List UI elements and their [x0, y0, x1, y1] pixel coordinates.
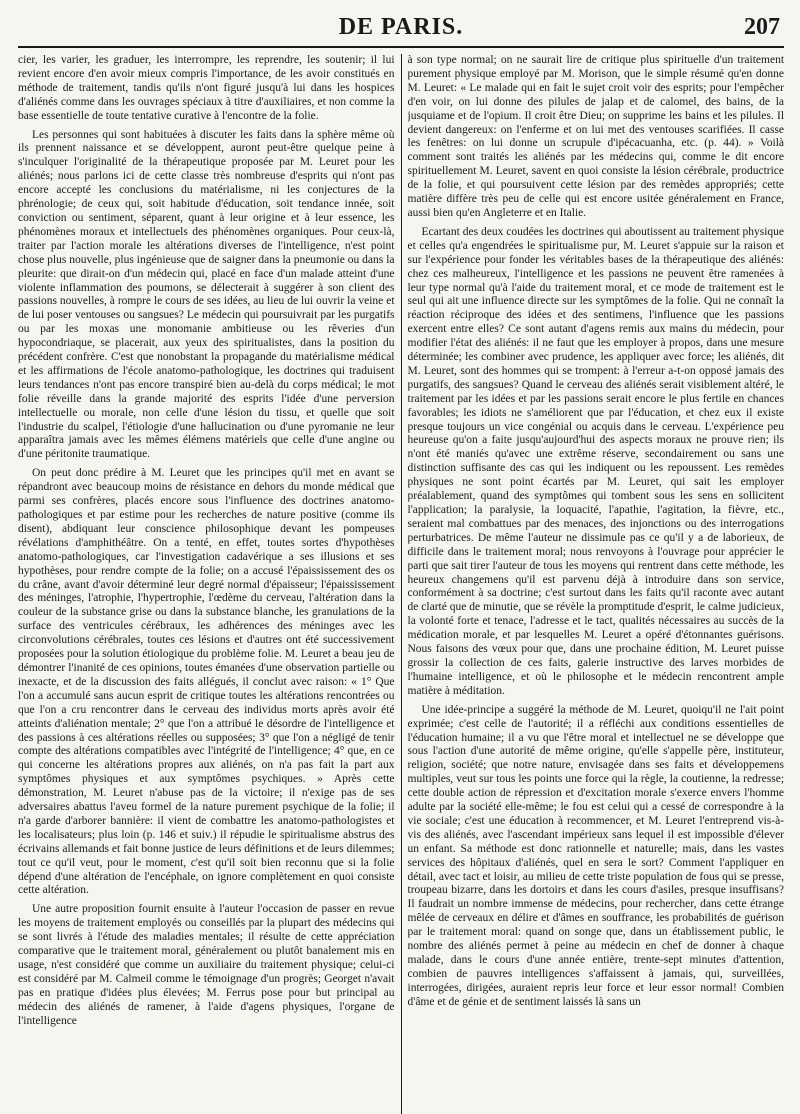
column-divider	[401, 54, 402, 1114]
paragraph: Ecartant des deux coudées les doctrines qui aboutissent au traitement physique et celles qu'a engendrées le spiritualisme pur, M. Leuret s'appuie sur la raison et sur l'expérience pour fonder les véritables bases de la thérapeutique des aliénés: chez ces malheureux, l'intelligence et les passions ne peuvent être ramenées à leur type normal qu'à l'aide du traitement moral, et ce mode de traitement est le seul qui ait une influence directe sur les symptômes de la folie. Qui ne connaît la réaction réciproque des idées et des sentimens, l'influence que les passions exercent entre elles? Ce sont autant d'agens remis aux mains du médecin, pour modifier l'état des aliénés: il ne faut que les employer à propos, dans une mesure déterminée; les combiner avec prudence, les appliquer avec force; les aliénés, dit M. Leuret, sont des hommes qui se trompent: à l'erreur a-t-on opposé jamais des purgatifs, des sangsues? Quand le cerveau des aliénés serait visiblement altéré, le traitement par les idées et par les passions serait encore le plus fertile en chances favorables; les idiots ne s'améliorent que par l'éducation, et chez eux il existe presque toujours un vice congénial ou acquis dans le cerveau. L'expérience peu heureuse qu'on a faite jusqu'aujourd'hui des aspects moraux ne prouve rien; ils n'ont été maniés qu'avec une extrême réserve, secondairement ou sans une distinction suffisante des cas qui les indiquent ou les repoussent. Les remèdes physiques ne sont point écartés par M. Leuret, qui sait les employer préalablement, quand des symptômes qui tombent sous les sens en sollicitent l'application; la paralysie, la loquacité, l'apathie, l'agitation, la fièvre, etc., seraient mal combattues par des menaces, des injonctions ou des interrogations perturbatrices. De même l'auteur ne dissimule pas ce qu'il y a de laborieux, de difficile dans le traitement moral; nous renvoyons à l'ouvrage pour apprécier le parti que sait tirer l'auteur de tous les moyens qui rentrent dans cette méthode, les heureux changemens qu'il est parvenu déjà à introduire dans son service, conformément à sa doctrine; c'est surtout dans les faits qu'il raconte avec autant de clarté que de minutie, que se révèle la promptitude d'esprit, le calme judicieux, la volonté forte et tenace, l'adresse et le tact, qualités nécessaires au succès de la médication morale, et par lesquelles M. Leuret a opéré d'étonnantes guérisons. Nous faisons des vœux pour que, dans une prochaine édition, M. Leuret puisse grossir la collection de ces faits, galerie instructive des larves morbides de l'humaine intelligence, et où le philosophe et le médecin rencontrent ample matière à méditation.	[407, 225, 785, 697]
running-title: DE PARIS.	[338, 14, 464, 40]
article-columns	[18, 54, 784, 1114]
paragraph: Une autre proposition fournit ensuite à l'auteur l'occasion de passer en revue les moyens de traitement employés ou conseillés par la plupart des médecins qui se sont livrés à l'étude des maladies mentales; il résulte de cette appréciation comparative que le traitement moral, généralement ou plutôt banalement mis en usage, n'est considéré que comme un auxiliaire du traitement physique; celui-ci est considéré par M. Calmeil comme le témoignage d'un progrès; Georget n'avait pas en pratique d'idées plus élevées; M. Ferrus pose pour but principal au médecin des aliénés de ramener, à l'aide d'agens physiques, l'organe de l'intelligence	[18, 903, 395, 1027]
paragraph: Une idée-principe a suggéré la méthode de M. Leuret, quoiqu'il ne l'ait point exprimée; c'est celle de l'autorité; il a réfléchi aux conditions essentielles de l'éducation humaine; il a vu que l'être moral et intellectuel ne se développe que sous l'action d'une autorité de même origine, qu'elle s'appelle père, instituteur, religion, société; que notre nature, envisagée dans ses faits et développemens multiples, veut sur tous les points une force qui la règle, la coutienne, la redresse; cette double action de répression et d'excitation morale s'exerce envers l'homme adulte par la société elle-même; le fou est celui qui a cessé de correspondre à la vie sociale; c'est une éducation à recommencer, et M. Leuret l'entreprend vis-à-vis des aliénés, avec l'ascendant impérieux sans lequel il est impossible d'élever un enfant. Sa méthode est donc rationnelle et naturelle; mais, dans les vastes services des hôpitaux d'aliénés, quel en sera le sort? Comment l'appliquer en détail, avec tact et loisir, au milieu de cette triste population de fous qui se presse, troupeau bizarre, dans les dortoirs et dans les cours d'asiles, presque insuffisans? Il faudrait un nombre immense de médecins, pour rechercher, dans cette étrange mêlée de cerveaux en délire et d'âmes en souffrance, les probabilités de guérison par le traitement moral: quand on songe que, dans un établissement public, le nombre des aliénés permet à peine au médecin en chef de donner à chaque malade, dans le cours d'une année entière, trente-sept minutes d'attention, combien de pauvres intelligences s'affaissent à jamais, qui, surveillées, interrogées, dirigées, auraient repris leur force et leur essor normal! Combien d'âme et de génie et de sentiment laissés là sans un	[407, 703, 785, 1008]
page-number: 207	[744, 14, 780, 40]
paragraph: Les personnes qui sont habituées à discuter les faits dans la sphère même où ils prennent naissance et se développent, auront peut-être quelque peine à s'inculquer l'originalité de la thérapeutique proposée par M. Leuret pour les aliénés; nous parlons ici de cette classe très nombreuse d'esprits qui n'ont pas encore accepté les conclusions du matérialisme, ni les conjectures de la phrénologie; de ceux qui, soit habitude d'éducation, soit tendance innée, soit conviction ou sentiment, séparent, quant à leur origine et à leur essence, les phénomènes moraux et intellectuels des phénomènes organiques. Pour ceux-là, traiter par l'action morale les altérations diverses de l'intelligence, n'est point chose plus nouvelle, plus ingénieuse que de saigner dans la pneumonie ou dans la pleurite: que dirait-on d'un médecin qui, placé en face d'un malade atteint d'une violente inflammation des poumons, se délecterait à suggérer à son client des passions nouvelles, à rompre le cours de ses idées, au lieu de lui ouvrir la veine et de lui poser ventouses ou sangsues? Le médecin qui poursuivrait par les purgatifs ou par les moxas une monomanie ambitieuse ou les rêveries d'un hypocondriaque, se placerait, aux yeux des spiritualistes, dans la position du précédent confrère. C'est que nonobstant la propagande du matérialisme médical et les affirmations de l'école anatomo-pathologique, les doctrines qui traduisent leurs tendances n'ont pas encore transpiré bien au-delà du corps médical; le mot folie réveille dans la grande majorité des esprits l'idée d'une perversion intellectuelle ou morale, non celle d'une lésion du tissu, et quelle que soit l'industrie du scalpel, l'étiologie d'une hallucination ou d'une pyromanie ne leur apparaîtra jamais avec les mêmes élémens matériels que celle d'une angine ou d'une péritonite traumatique.	[18, 128, 395, 461]
right-column	[408, 54, 785, 1114]
paragraph: à son type normal; on ne saurait lire de critique plus spirituelle d'un traitement purement physique employé par M. Morison, que le simple résumé qu'en donne M. Leuret: « Le malade qui en fait le sujet croit voir des esprits; pour l'empêcher d'en voir, on lui donne des pilules de jalap et de calomel, des bains, de la jusquiame et de l'opium. Il croit être Dieu; on supprime les bains et les pilules. Il devient dangereux: on l'enferme et on lui met des ventouses scarifiées. Il casse les fenêtres: on lui donne un scrupule d'ipécacuanha, etc. (p. 44). » Voilà comment sont traités les aliénés par les médecins qui, comme le dit encore spirituellement M. Leuret, savent en quoi consiste la lésion cérébrale, productrice de la folie, et qui poursuivent cette lésion par des remèdes appropriés; cette matière diffère très peu de celle qui est encore usitée généralement en France, aussi bien qu'en Angleterre et en Italie.	[407, 54, 785, 219]
page-header	[18, 10, 784, 48]
left-column	[18, 54, 395, 1114]
paragraph: On peut donc prédire à M. Leuret que les principes qu'il met en avant se répandront avec beaucoup moins de résistance en dehors du monde médical que parmi ses confrères, placés encore sous l'influence des doctrines anatomo-pathologiques et par estime pour les recherches de nature positive (comme ils disent), abdiquant leur conscience philosophique devant les pompeuses révélations d'amphithéâtre. On a tenté, en effet, toutes sortes d'hypothèses anatomo-pathologiques, car l'investigation cadavérique a ses illusions et ses hypothèses, pour rendre compte de la folie; on a accusé l'épaississement des os du crâne, avant d'avoir déterminé leur degré normal d'épaisseur; l'épaississement des méninges, l'atrophie, l'hypertrophie, l'œdème du cerveau, l'altération dans la couleur de la substance grise ou dans la substance blanche, les granulations de la surface des ventricules cérébraux, les adhérences des méninges avec les circonvolutions cérébrales, toutes ces lésions et d'autres ont été successivement proposées pour la solution étiologique du problème folie. M. Leuret a beau jeu de démontrer l'inanité de ces opinions, toutes émanées d'une observation partielle ou inexacte, et de la discussion des faits allégués, il conclut avec raison: « 1° Que l'on a accumulé sans aucun esprit de critique toutes les altérations rencontrées ou que l'on a cru rencontrer dans le cerveau des individus morts après avoir été atteints d'aliénation mentale; 2° que l'on a attribué le désordre de l'intelligence et des passions à ces altérations réelles ou supposées; 3° que l'on a négligé de tenir compte des altérations compatibles avec l'intégrité de l'intelligence; 4° que, en ce qui concerne les altérations propres aux aliénés, on n'a pas fait la part aux symptômes physiques et aux symptômes psychiques. » Après cette démonstration, M. Leuret n'abuse pas de la victoire; il n'exige pas de ses adversaires abattus l'aveu formel de la nature purement psychique de la folie; il n'a garde d'arborer bannière: il vient de combattre les anatomo-pathologistes et les localisateurs; plus loin (p. 146 et suiv.) il répudie le spiritualisme abstrus des écrivains allemands et fait bonne justice de leurs définitions et de leurs dilemmes; tout ce qu'il veut, pour le moment, c'est qu'il soit bien reconnu que si la folie dépend d'une altération de l'encéphale, on ignore complètement en quoi consiste cette altération.	[18, 467, 395, 897]
paragraph: cier, les varier, les graduer, les interrompre, les reprendre, les soutenir; il lui revient encore d'en avoir mieux compris l'importance, de les avoir constitués en méthode de traitement, tandis qu'ils n'ont figuré jusqu'à lui dans les hospices d'aliénés comme dans les ouvrages spéciaux à titre d'auxiliaires, et non comme la base essentielle de toute tentative curative à l'encontre de la folie.	[18, 54, 395, 122]
